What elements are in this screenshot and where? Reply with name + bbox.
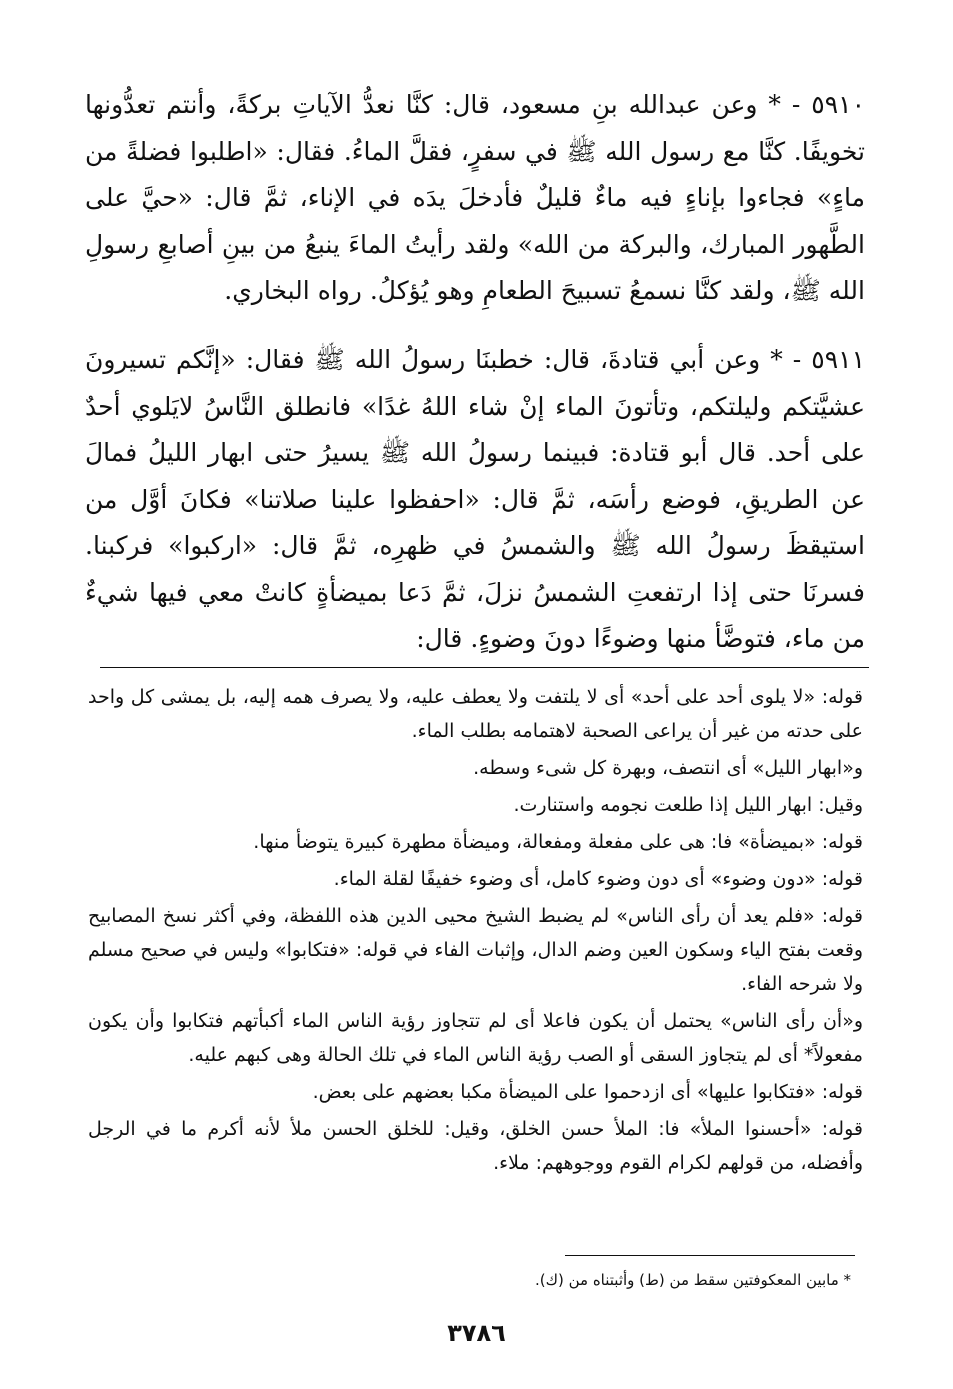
footnote: * مابين المعكوفتين سقط من (ط) وأثبتناه من (ك).: [535, 1271, 851, 1289]
commentary-note: قوله: «أحسنوا الملأ» فا: الملأ حسن الخلق، وقيل: للخلق الحسن ملأ لأنه أكرم ما في الرجل وأفضله، من قولهم لكرام القوم ووجوههم: ملاء.: [88, 1118, 863, 1174]
commentary-note: قوله: «لا يلوى أحد على أحد» أى لا يلتفت ولا يعطف عليه، ولا يصرف همه إليه، بل يمشى كل واحد على حدته من غير أن يراعى الصحبة لاهتمامه بطلب الماء.: [88, 686, 863, 742]
commentary-separator-rule: [100, 667, 869, 668]
hadith-5911-paragraph: ٥٩١١ - * وعن أبي قتادةَ، قال: خطبنَا رسولُ الله ﷺ فقال: «إنَّكم تسيرونَ عشيَّتكم وليلتكم، وتأتونَ الماء إنْ شاء اللهُ غدًا» فانطلق النَّاسُ لايَلوي أحدٌ على أحد. قال أبو قتادة: فبينما رسولُ الله ﷺ يسيرُ حتى ابهار الليلُ فمالَ عن الطريقِ، فوضع رأسَه، ثمَّ قال: «احفظوا علينا صلاتنا» فكانَ أوَّل من استيقظَ رسولُ الله ﷺ والشمسُ في ظهرِه، ثمَّ قال: «اركبوا» فركبنا. فسرنَا حتى إذا ارتفعتِ الشمسُ نزلَ، ثمَّ دَعا بميضأةٍ كانتْ معي فيها شيءٌ من ماء، فتوضَّأ منها وضوءًا دونَ وضوءٍ. قال:: [85, 345, 865, 653]
commentary-note: وقيل: ابهار الليل إذا طلعت نجومه واستنارت.: [513, 794, 863, 816]
commentary-section: [88, 680, 863, 1183]
page-number: ٣٧٨٦: [447, 1319, 506, 1347]
commentary-note: قوله: «فتكابوا عليها» أى ازدحموا على الميضأة مكبا بعضهم على بعض.: [312, 1081, 863, 1103]
commentary-note: و«ابهار الليل» أى انتصف، وبهرة كل شىء وسطه.: [473, 757, 863, 779]
commentary-note: قوله: «دون وضوء» أى دون وضوء كامل، أى وضوء خفيفًا لقلة الماء.: [333, 868, 863, 890]
commentary-note: قوله: «بميضأة» فا: هى على مفعلة ومفعالة، وميضأة مطهرة كبيرة يتوضأ منها.: [253, 831, 863, 853]
hadith-5910-paragraph: ٥٩١٠ - * وعن عبدالله بنِ مسعود، قال: كنَّا نعدُّ الآياتِ بركةً، وأنتم تعدُّونها تخويفًا. كنَّا مع رسول الله ﷺ في سفرٍ، فقلَّ الماءُ. فقال: «اطلبوا فضلةً من ماءٍ» فجاءوا بإناءٍ فيه ماءٌ قليلٌ فأدخلَ يدَه في الإناء، ثمَّ قال: «حيَّ على الطَّهور المبارك، والبركة من الله» ولقد رأيتُ الماءَ ينبعُ من بينِ أصابعِ رسولِ الله ﷺ، ولقد كنَّا نسمعُ تسبيحَ الطعامِ وهو يُؤكلُ. رواه البخاري.: [85, 90, 865, 305]
commentary-note: قوله: «فلم يعد أن رأى الناس» لم يضبط الشيخ محيى الدين هذه اللفظة، وفي أكثر نسخ المصابيح وقعت بفتح الياء وسكون العين وضم الدال، وإثبات الفاء في قوله: «فتكابوا» وليس في صحيح مسلم ولا شرحه الفاء.: [88, 905, 863, 995]
footnote-separator-rule: [565, 1255, 855, 1256]
commentary-note: و«أن رأى الناس» يحتمل أن يكون فاعلا أى لم تتجاوز رؤية الناس الماء أكبأتهم فتكابوا وأن يكون مفعولاً* أى لم يتجاوز السقى أو الصب رؤية الناس الماء في تلك الحالة وهى كبهم عليه.: [88, 1010, 863, 1066]
